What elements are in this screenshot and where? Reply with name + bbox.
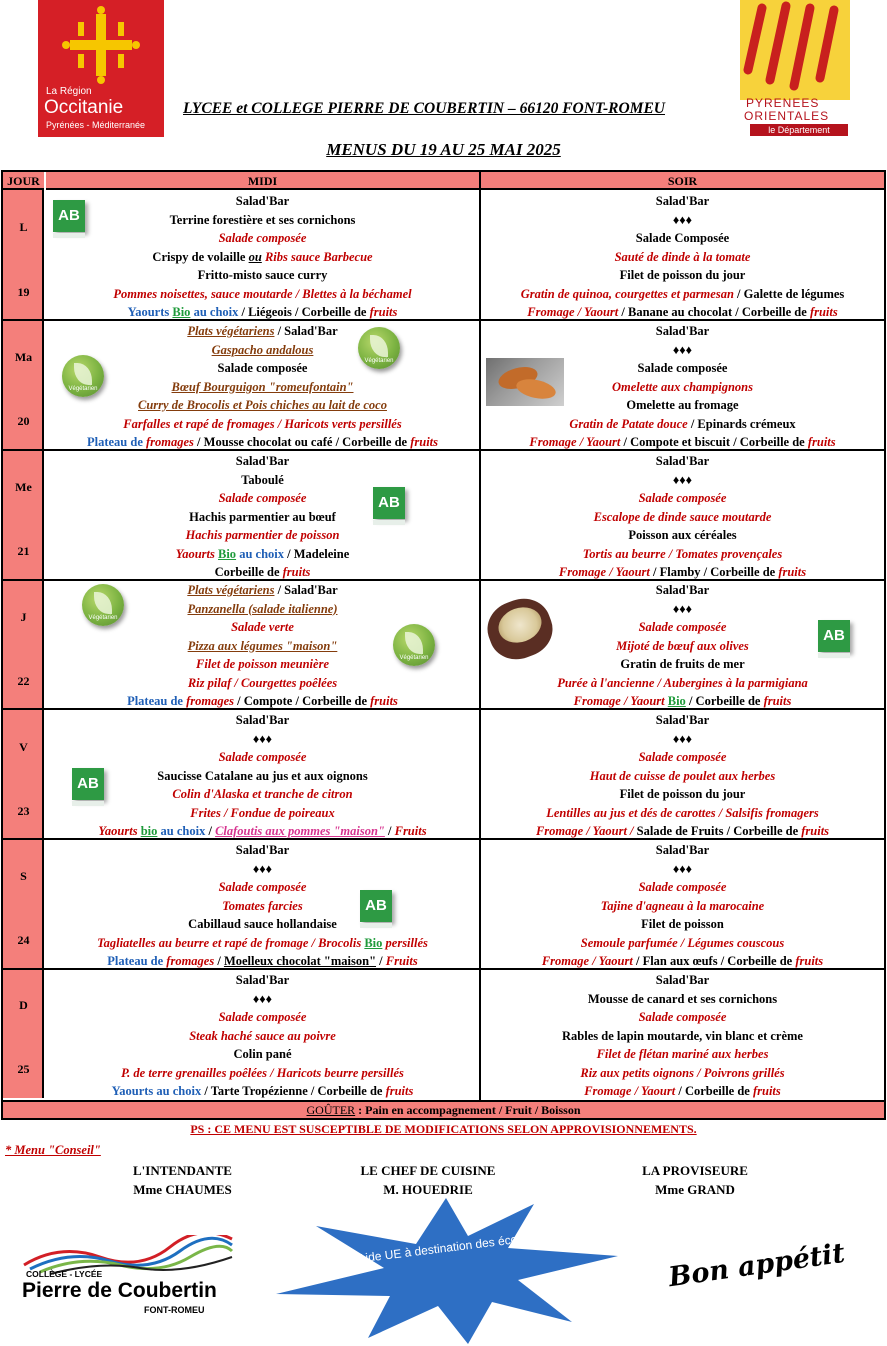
menu-item: Fromage / Yaourt	[584, 1084, 676, 1098]
eu-aid-starburst	[272, 1198, 620, 1346]
bio-label: Bio	[218, 546, 237, 561]
menu-item: / Corbeille de	[678, 1084, 750, 1098]
menu-item: /	[217, 954, 221, 968]
ab-icon: AB	[373, 487, 405, 519]
menu-line: Rables de lapin moutarde, vin blanc et crème	[562, 1028, 803, 1043]
menu-line: Salade composée	[218, 750, 307, 764]
organic-ab-badge	[53, 200, 85, 240]
soir-menu-mercredi	[481, 452, 884, 582]
menu-item: fruits	[282, 565, 311, 579]
ab-icon: AB	[360, 890, 392, 922]
menu-item: Salade de Fruits / Corbeille de	[636, 824, 799, 838]
college-logo	[20, 1235, 240, 1315]
menu-item: Bœuf Bourguigon "romeufontain"	[171, 379, 354, 394]
menu-item: ou	[248, 249, 262, 264]
menu-item: / Compote et biscuit / Corbeille de	[623, 435, 805, 449]
menu-item: / Mousse chocolat ou café / Corbeille de	[197, 435, 408, 449]
menu-item: Yaourts au choix	[111, 1084, 202, 1098]
occitanie-logo-line3: Pyrénées - Méditerranée	[46, 120, 146, 130]
menu-item: Gaspacho andalous	[211, 342, 314, 357]
column-header-soir: SOIR	[481, 172, 884, 190]
bon-appetit-signature: Bon appétit	[666, 1237, 847, 1294]
menu-line: Filet de poisson meunière	[196, 657, 329, 671]
ab-icon: AB	[72, 768, 104, 800]
midi-menu-samedi	[46, 841, 479, 971]
menu-line: Lentilles au jus et dés de carottes / Salsifis fromagers	[546, 805, 819, 820]
menu-line: Pommes noisettes, sauce moutarde / Blettes à la béchamel	[113, 286, 412, 301]
menu-item: /	[208, 824, 212, 838]
soir-menu-dimanche	[481, 971, 884, 1101]
menu-item: /	[379, 954, 383, 968]
menu-line: Taboulé	[241, 472, 284, 487]
menu-item: Yaourts	[175, 546, 215, 561]
menu-line: Filet de flétan mariné aux herbes	[596, 1047, 769, 1061]
signature-intendante	[110, 1161, 255, 1199]
menu-line: ♦♦♦	[672, 861, 693, 876]
menu-line: ♦♦♦	[672, 342, 693, 357]
menu-table	[1, 170, 886, 1120]
midi-menu-mardi	[46, 322, 479, 452]
menu-line: ♦♦♦	[672, 601, 693, 616]
menu-line: Salade composée	[638, 491, 727, 505]
page-title: MENUS DU 19 AU 25 MAI 2025	[326, 140, 561, 159]
menu-item: / Banane au chocolat / Corbeille de	[621, 305, 807, 319]
menu-item: Fruits	[385, 954, 418, 968]
menu-line: Purée à l'ancienne / Aubergines à la parmigiana	[557, 675, 808, 690]
bio-label: Bio	[667, 694, 686, 708]
day-letter: D	[19, 998, 28, 1012]
menu-line: Omelette au fromage	[626, 398, 739, 412]
menu-item: fruits	[370, 694, 398, 708]
menu-line: Salad'Bar	[235, 843, 290, 857]
menu-line: Cabillaud sauce hollandaise	[188, 917, 337, 931]
menu-item: / Corbeille de	[688, 694, 761, 708]
menu-line: Salade composée	[638, 880, 727, 894]
menu-item: Gratin de Patate douce	[569, 416, 688, 431]
menu-item: fruits	[385, 1084, 414, 1098]
organic-ab-badge	[360, 890, 392, 930]
menu-line: Farfalles et rapé de fromages / Haricots verts persillés	[123, 416, 402, 431]
menu-line: Fritto-misto sauce curry	[197, 268, 328, 282]
gouter-text: : Pain en accompagnement / Fruit / Boisson	[355, 1103, 581, 1117]
menu-conseil-note: * Menu "Conseil"	[5, 1143, 101, 1157]
midi-menu-vendredi	[46, 711, 479, 841]
menu-line: Salad'Bar	[235, 194, 290, 208]
menu-line: Salad'Bar	[235, 973, 290, 987]
menu-line: Filet de poisson du jour	[619, 268, 746, 282]
midi-menu-dimanche	[46, 971, 479, 1101]
menu-line: Poisson aux céréales	[628, 528, 737, 542]
menu-item: Yaourts	[127, 305, 170, 319]
occitan-cross-icon	[38, 0, 164, 92]
menu-item: Panzanella (salade italienne)	[187, 601, 338, 616]
signature-role: L'INTENDANTE	[133, 1163, 232, 1178]
menu-line: ♦♦♦	[672, 212, 693, 227]
menu-item: au choix	[193, 305, 239, 319]
ab-icon: AB	[53, 200, 85, 232]
menu-item: Fromage / Yaourt	[573, 694, 665, 708]
menu-line: Haut de cuisse de poulet aux herbes	[589, 768, 776, 783]
menu-line: Colin d'Alaska et tranche de citron	[172, 787, 353, 801]
soir-menu-samedi	[481, 841, 884, 971]
signature-role: LA PROVISEURE	[642, 1163, 748, 1178]
menu-line: Salade composée	[218, 880, 307, 894]
menu-item: / Liégeois / Corbeille de	[241, 305, 367, 319]
menu-line: Saucisse Catalane au jus et aux oignons	[157, 768, 368, 783]
menu-item: fruits	[763, 694, 792, 708]
catalan-stripes-icon	[740, 0, 850, 100]
menu-line: Tomates farcies	[222, 898, 303, 913]
menu-line: Salad'Bar	[655, 583, 710, 597]
bio-label: bio	[140, 824, 158, 838]
eu-aid-text: Aide UE à destination des écoles	[356, 1230, 534, 1266]
menu-item: fromages	[146, 435, 194, 449]
menu-item: Clafoutis aux pommes "maison"	[215, 824, 385, 838]
menu-item: / Flan aux œufs / Corbeille de	[635, 954, 793, 968]
menu-item: fruits	[369, 305, 398, 319]
menu-line: Mijoté de bœuf aux olives	[616, 638, 749, 653]
midi-menu-lundi	[46, 192, 479, 322]
menu-item: Corbeille de	[214, 565, 280, 579]
menu-line: P. de terre grenailles poêlées / Haricots beurre persillés	[121, 1065, 404, 1080]
occitanie-logo-line2: Occitanie	[44, 97, 124, 118]
menu-line: Salad'Bar	[655, 843, 710, 857]
day-number: 22	[17, 674, 30, 688]
day-letter: V	[19, 740, 28, 754]
menu-item: / Compote / Corbeille de	[237, 694, 367, 708]
day-number: 23	[17, 804, 30, 818]
menu-item: Plats végétariens	[187, 583, 275, 597]
menu-item: / Flamby / Corbeille de	[652, 565, 776, 579]
menu-line: Salade composée	[218, 491, 307, 505]
midi-menu-mercredi	[46, 452, 479, 582]
college-logo-line3: FONT-ROMEU	[144, 1305, 205, 1315]
college-logo-line2: Pierre de Coubertin	[22, 1279, 217, 1302]
menu-line: Hachis parmentier de poisson	[185, 528, 340, 542]
menu-line: Mousse de canard et ses cornichons	[587, 991, 778, 1006]
menu-item: Plateau de	[107, 954, 164, 968]
menu-line: Tortis au beurre / Tomates provençales	[582, 546, 783, 561]
menu-line: Salade composée	[218, 231, 307, 245]
menu-item: Fruits	[394, 824, 427, 838]
menu-line: Tajine d'agneau à la marocaine	[600, 898, 765, 913]
menu-item: fruits	[410, 435, 439, 449]
day-letter: S	[20, 869, 27, 883]
menu-line: Gratin de fruits de mer	[620, 657, 745, 671]
menu-line: Salad'Bar	[235, 454, 290, 468]
menu-line: Salad'Bar	[655, 324, 710, 338]
vegetarian-badge: Végétarien	[62, 355, 104, 399]
menu-item: Fromage / Yaourt	[527, 305, 619, 319]
menu-item: / Galette de légumes	[737, 286, 845, 301]
vegetarian-badge: Végétarien	[82, 584, 124, 628]
menu-item: Pizza aux légumes "maison"	[187, 638, 338, 653]
menu-item: Fromage / Yaourt	[529, 435, 621, 449]
occitanie-logo	[38, 0, 164, 137]
menu-line: Riz aux petits oignons / Poivrons grillés	[580, 1065, 785, 1080]
menu-line: Frites / Fondue de poireaux	[190, 805, 335, 820]
menu-line: Colin pané	[233, 1047, 292, 1061]
menu-line: Salade Composée	[635, 231, 730, 245]
menu-line: ♦♦♦	[252, 861, 273, 876]
po-logo-line3: le Département	[750, 124, 848, 136]
vegetarian-badge: Végétarien	[393, 624, 435, 668]
menu-item: Plats végétariens	[187, 324, 275, 338]
column-header-jour: JOUR	[3, 172, 44, 190]
signature-role: LE CHEF DE CUISINE	[360, 1163, 496, 1178]
vegetarian-badge: Végétarien	[358, 327, 400, 371]
menu-item: Fromage / Yaourt	[558, 565, 650, 579]
day-letter: Ma	[14, 350, 33, 364]
pyrenees-orientales-logo	[740, 0, 852, 138]
po-logo-line1: PYRENEES	[746, 96, 820, 110]
menu-line: Salad'Bar	[655, 973, 710, 987]
menu-line: Hachis parmentier au bœuf	[189, 509, 336, 524]
menu-item: fruits	[807, 435, 836, 449]
menu-line: Semoule parfumée / Légumes couscous	[580, 935, 785, 950]
menu-line: Riz pilaf / Courgettes poêlées	[187, 675, 338, 690]
column-header-midi: MIDI	[46, 172, 479, 190]
menu-line: Terrine forestière et ses cornichons	[169, 212, 356, 227]
bio-label: Bio	[172, 305, 191, 319]
soir-menu-lundi	[481, 192, 884, 322]
menu-line: Sauté de dinde à la tomate	[614, 249, 751, 264]
menu-line: Salade composée	[637, 361, 728, 375]
menu-item: fruits	[795, 954, 824, 968]
menu-line: Omelette aux champignons	[612, 379, 753, 394]
day-column	[3, 172, 44, 1098]
ab-icon: AB	[818, 620, 850, 652]
day-number: 19	[17, 285, 30, 299]
menu-line: ♦♦♦	[672, 472, 693, 487]
menu-item: Crispy de volaille	[152, 249, 246, 264]
menu-item: Ribs sauce Barbecue	[264, 249, 373, 264]
menu-line: Filet de poisson	[641, 917, 724, 931]
menu-item: Curry de Brocolis et Pois chiches au lait de coco	[138, 398, 387, 412]
menu-line: Filet de poisson du jour	[619, 787, 746, 801]
menu-item: /	[388, 824, 392, 838]
menu-line: ♦♦♦	[252, 731, 273, 746]
menu-item: au choix	[160, 824, 206, 838]
occitanie-logo-line1: La Région	[46, 86, 92, 97]
menu-line: Salade composée	[638, 750, 727, 764]
gouter-label: GOÛTER	[306, 1103, 356, 1117]
menu-line: Salad'Bar	[655, 454, 710, 468]
menu-item: fruits	[752, 1084, 781, 1098]
menu-line: Salade composée	[638, 620, 727, 634]
signature-proviseure	[620, 1161, 770, 1199]
menu-item: / Salad'Bar	[277, 324, 338, 338]
college-logo-line1: COLLÈGE - LYCÉE	[26, 1269, 103, 1279]
menu-item: au choix	[239, 546, 284, 561]
menu-line: Escalope de dinde sauce moutarde	[593, 509, 772, 524]
menu-item: fromages	[166, 954, 215, 968]
signature-name: Mme GRAND	[655, 1182, 735, 1197]
organic-ab-badge	[818, 620, 850, 660]
menu-item: fruits	[778, 565, 807, 579]
menu-item: Gratin de quinoa, courgettes et parmesan	[520, 286, 734, 301]
menu-item: persillés	[385, 935, 428, 950]
day-number: 25	[17, 1062, 30, 1076]
menu-line: ♦♦♦	[672, 731, 693, 746]
menu-item: Moelleux chocolat "maison"	[223, 954, 377, 968]
day-letter: L	[19, 220, 28, 234]
menu-item: fruits	[801, 824, 830, 838]
menu-line: ♦♦♦	[252, 991, 273, 1006]
menu-line: Steak haché sauce au poivre	[189, 1028, 336, 1043]
menu-item: / Salad'Bar	[277, 583, 338, 597]
menu-item: Tagliatelles au beurre et rapé de fromage / Brocolis	[97, 935, 362, 950]
organic-ab-badge	[72, 768, 104, 808]
organic-ab-badge	[373, 487, 405, 527]
signature-name: Mme CHAUMES	[133, 1182, 232, 1197]
day-letter: Me	[15, 480, 32, 494]
menu-line: Salade composée	[638, 1010, 727, 1024]
day-number: 21	[17, 544, 30, 558]
menu-line: Salade composée	[218, 1010, 307, 1024]
menu-item: Yaourts	[98, 824, 138, 838]
school-name: LYCEE et COLLEGE PIERRE DE COUBERTIN – 66120 FONT-ROMEU	[183, 100, 665, 117]
po-logo-line2: ORIENTALES	[744, 109, 830, 123]
menu-line: Salad'Bar	[655, 194, 710, 208]
soir-menu-vendredi	[481, 711, 884, 841]
menu-item: Fromage / Yaourt /	[535, 824, 634, 838]
day-letter: J	[20, 610, 27, 624]
menu-item: fromages	[186, 694, 235, 708]
signature-name: M. HOUEDRIE	[383, 1182, 473, 1197]
sweet-potato-photo	[486, 358, 564, 406]
menu-line: Salad'Bar	[235, 713, 290, 727]
menu-item: / Tarte Tropézienne / Corbeille de	[204, 1084, 383, 1098]
day-number: 20	[17, 414, 30, 428]
menu-item: / Madeleine	[287, 546, 350, 561]
menu-item: Plateau de	[86, 435, 143, 449]
menu-item: / Epinards crémeux	[690, 416, 796, 431]
menu-item: fruits	[809, 305, 838, 319]
menu-line: Salade verte	[231, 620, 294, 634]
beef-stew-photo	[484, 592, 558, 662]
menu-item: Fromage / Yaourt	[541, 954, 633, 968]
menu-item: Plateau de	[127, 694, 183, 708]
menu-line: Salad'Bar	[655, 713, 710, 727]
disclaimer: PS : CE MENU EST SUSCEPTIBLE DE MODIFICATIONS SELON APPROVISIONNEMENTS.	[190, 1122, 697, 1136]
menu-line: Salade composée	[217, 361, 308, 375]
signature-chef	[343, 1161, 513, 1199]
day-number: 24	[17, 933, 30, 947]
gouter-row	[3, 1100, 884, 1118]
bio-label: Bio	[364, 935, 383, 950]
